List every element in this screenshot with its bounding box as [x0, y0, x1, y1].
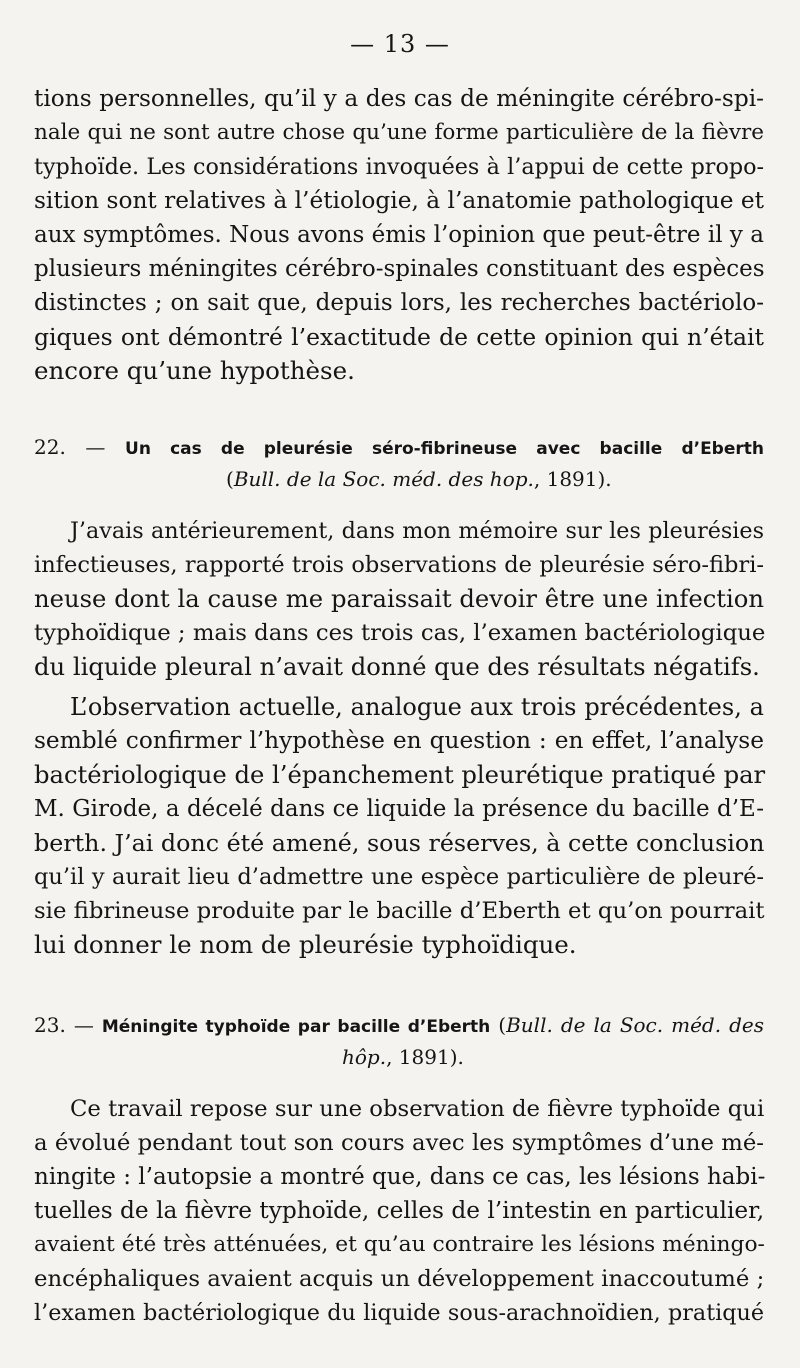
- text-line: lui donner le nom de pleurésie typhoïdique.: [34, 930, 577, 959]
- section-number: 23. —: [34, 1013, 94, 1037]
- text-line: berth. J’ai donc été amené, sous réserves, à cette conclusion: [34, 829, 765, 857]
- text-line: l’examen bactériologique du liquide sous-arachnoïdien, pratiqué: [34, 1300, 764, 1326]
- citation-continued: [342, 1042, 464, 1072]
- text-line: typhoïdique ; mais dans ces trois cas, l’examen bactériologique: [34, 620, 766, 646]
- text-line: du liquide pleural n’avait donné que des résultats négatifs.: [34, 652, 760, 681]
- text-line: aux symptômes. Nous avons émis l’opinion que peut-être il y a: [34, 222, 764, 248]
- citation-journal: Bull. de la Soc. méd. des: [506, 1013, 765, 1037]
- text-line: semblé confirmer l’hypothèse en question : en effet, l’analyse: [34, 727, 764, 754]
- citation-year: , 1891).: [386, 1045, 464, 1069]
- text-line: qu’il y aurait lieu d’admettre une espèce particulière de pleuré-: [34, 864, 764, 890]
- section-number: 22. —: [34, 435, 106, 459]
- citation: [226, 464, 612, 494]
- text-line: avaient été très atténuées, et qu’au contraire les lésions méningo-: [34, 1232, 765, 1257]
- text-line: tuelles de la fièvre typhoïde, celles de l’intestin en particulier,: [34, 1197, 765, 1224]
- text-line: J’avais antérieurement, dans mon mémoire sur les pleurésies: [70, 518, 764, 544]
- text-line: M. Girode, a décelé dans ce liquide la présence du bacille d’E-: [34, 796, 764, 822]
- citation-journal-end: hôp.: [342, 1045, 387, 1069]
- text-line: bactériologique de l’épanchement pleurétique pratiqué par: [34, 760, 766, 789]
- text-line: encéphaliques avaient acquis un développement inaccoutumé ;: [34, 1266, 765, 1292]
- text-line: giques ont démontré l’exactitude de cette opinion qui n’était: [34, 323, 764, 351]
- text-line: nale qui ne sont autre chose qu’une forme particulière de la fièvre: [34, 120, 764, 145]
- citation-open: (: [498, 1013, 507, 1037]
- text-line: encore qu’une hypothèse.: [34, 356, 355, 385]
- text-line: distinctes ; on sait que, depuis lors, les recherches bactériolo-: [34, 290, 764, 316]
- text-line: tions personnelles, qu’il y a des cas de méningite cérébro-spi-: [34, 85, 764, 112]
- section-title: Un cas de pleurésie séro-fibrineuse avec bacille d’Eberth: [125, 439, 764, 459]
- text-line: plusieurs méningites cérébro-spinales constituant des espèces: [34, 256, 765, 282]
- text-line: a évolué pendant tout son cours avec les symptômes d’une mé-: [34, 1130, 764, 1156]
- text-line: ningite : l’autopsie a montré que, dans ce cas, les lésions habi-: [34, 1164, 766, 1190]
- text-line: sie fibrineuse produite par le bacille d’Eberth et qu’on pourrait: [34, 898, 765, 924]
- page-number: — 13 —: [350, 30, 450, 58]
- text-line: neuse dont la cause me paraissait devoir être une infection: [34, 584, 764, 613]
- citation-open: (: [226, 467, 234, 491]
- text-line: sition sont relatives à l’étiologie, à l’anatomie pathologique et: [34, 187, 764, 214]
- heading-line: [34, 1010, 764, 1042]
- section-title: Méningite typhoïde par bacille d’Eberth: [101, 1017, 491, 1037]
- text-line: Ce travail repose sur une observation de fièvre typhoïde qui: [70, 1096, 765, 1122]
- text-line: L’observation actuelle, analogue aux trois précédentes, a: [70, 693, 764, 721]
- text-line: typhoïde. Les considérations invoquées à l’appui de cette propo-: [34, 154, 764, 180]
- text-line: infectieuses, rapporté trois observations de pleurésie séro-fibri-: [34, 552, 764, 578]
- citation-year: , 1891).: [533, 467, 612, 491]
- heading-line: [34, 432, 764, 464]
- citation-journal: Bull. de la Soc. méd. des hop.: [233, 467, 534, 491]
